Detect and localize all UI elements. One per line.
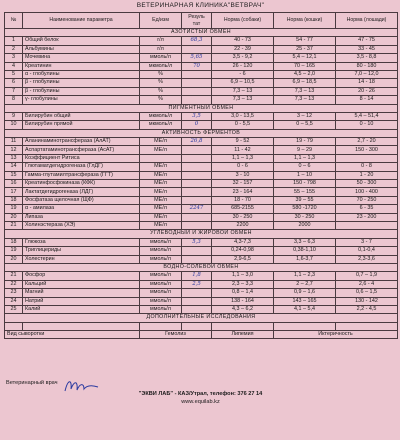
norm-dogs: 30 - 250 (212, 213, 274, 221)
norm-horses: 2,3-3,6 (336, 255, 398, 263)
norm-cats: 55 – 155 (274, 188, 336, 196)
doctor-label: Ветеринарный врач (6, 380, 58, 386)
norm-horses: 0 - 8 (336, 163, 398, 171)
table-row (5, 138, 398, 146)
result-value (182, 79, 212, 87)
parameter-name: α - глобулины (23, 70, 140, 78)
row-number: 2 (5, 45, 23, 53)
hemolysis-label: Гемолиз (140, 331, 212, 339)
norm-horses (336, 221, 398, 229)
result-value (182, 213, 212, 221)
norm-horses: 23 - 200 (336, 213, 398, 221)
unit-cell: % (140, 70, 182, 78)
unit-cell: ммоль/л (140, 238, 182, 246)
table-row (5, 112, 398, 120)
norm-horses: 2,2 - 4,5 (336, 305, 398, 313)
parameter-name: Мочевина (23, 54, 140, 62)
table-row (5, 146, 398, 154)
norm-dogs: 23 - 164 (212, 188, 274, 196)
parameter-name: Холестерин (23, 255, 140, 263)
result-value (182, 171, 212, 179)
section-title: АЗОТИСТЫЙ ОБМЕН (5, 29, 398, 37)
lab-report-sheet (4, 2, 397, 438)
unit-cell: % (140, 79, 182, 87)
result-value (182, 45, 212, 53)
norm-dogs: 4,3 – 6,2 (212, 305, 274, 313)
row-number: 16 (5, 180, 23, 188)
norm-horses: 7,0 – 12,0 (336, 70, 398, 78)
row-number: 6 (5, 79, 23, 87)
norm-dogs: 18 - 70 (212, 196, 274, 204)
table-row (5, 221, 398, 229)
unit-cell: ммоль/л (140, 305, 182, 313)
result-value: 0 (182, 121, 212, 129)
row-number: 21 (5, 221, 23, 229)
row-number: 1 (5, 37, 23, 45)
table-row (5, 255, 398, 263)
table-header-row (5, 13, 398, 29)
norm-horses: 1 - 20 (336, 171, 398, 179)
row-number (5, 322, 23, 330)
col-parameter: Наименование параметра (23, 13, 140, 29)
table-row (5, 322, 398, 330)
table-row (5, 121, 398, 129)
section-title: ВОДНО-СОЛЕВОЙ ОБМЕН (5, 263, 398, 271)
result-value (182, 70, 212, 78)
norm-cats: 2000 (274, 221, 336, 229)
result-value (182, 146, 212, 154)
norm-horses: 0,7 – 1,9 (336, 272, 398, 280)
serum-label: Вид сыворотки (5, 331, 140, 339)
norm-cats: 1,6-3,7 (274, 255, 336, 263)
unit-cell (140, 322, 182, 330)
table-row (5, 180, 398, 188)
col-number: № (5, 13, 23, 29)
result-value (182, 247, 212, 255)
parameter-name: Глютаматдегидрогеназа (ГлДГ) (23, 163, 140, 171)
icterus-label: Иктеричность (274, 331, 398, 339)
unit-cell: мкмоль/л (140, 121, 182, 129)
unit-cell: МЕ/л (140, 221, 182, 229)
row-number: 20 (5, 213, 23, 221)
unit-cell: ммоль/л (140, 289, 182, 297)
table-row (5, 37, 398, 45)
table-row (5, 188, 398, 196)
parameter-name (23, 322, 140, 330)
norm-dogs: 4,3-7,3 (212, 238, 274, 246)
table-row (5, 196, 398, 204)
unit-cell: г/л (140, 37, 182, 45)
row-number: 21 (5, 272, 23, 280)
norm-dogs: 0,24-0,98 (212, 247, 274, 255)
result-value: 1,8 (182, 272, 212, 280)
row-number: 24 (5, 297, 23, 305)
parameter-name: β - глобулины (23, 79, 140, 87)
norm-horses: 2,7 - 20 (336, 138, 398, 146)
result-value: 2,5 (182, 280, 212, 288)
table-row (5, 205, 398, 213)
parameter-name: α - амилаза (23, 205, 140, 213)
parameter-name: β - глобулины (23, 87, 140, 95)
row-number: 11 (5, 138, 23, 146)
section-header-row (5, 263, 398, 271)
norm-horses: 130 - 142 (336, 297, 398, 305)
row-number: 5 (5, 70, 23, 78)
unit-cell: МЕ/л (140, 213, 182, 221)
lab-website: www.equilab.kz (181, 399, 220, 405)
norm-horses: 0,1-0,4 (336, 247, 398, 255)
parameter-name: Лактатдегидрогеназа (ЛДГ) (23, 188, 140, 196)
norm-cats: 25 - 37 (274, 45, 336, 53)
parameter-name: Билирубин общий (23, 112, 140, 120)
table-row (5, 238, 398, 246)
col-unit: Ед/изм (140, 13, 182, 29)
section-header-row (5, 129, 398, 137)
table-row (5, 272, 398, 280)
serum-row (5, 331, 398, 339)
norm-horses: 3 - 7 (336, 238, 398, 246)
norm-dogs: 32 - 157 (212, 180, 274, 188)
lipemia-label: Липемия (212, 331, 274, 339)
row-number: 7 (5, 87, 23, 95)
parameter-name: Креатинфосфокиназа (КФК) (23, 180, 140, 188)
parameter-name: Натрий (23, 297, 140, 305)
norm-dogs: 1,1 – 1,3 (212, 154, 274, 162)
norm-horses: 20 - 26 (336, 87, 398, 95)
parameter-name: Калий (23, 305, 140, 313)
norm-dogs: 3 - 10 (212, 171, 274, 179)
result-value: 2247 (182, 205, 212, 213)
section-header-row (5, 230, 398, 238)
table-row (5, 45, 398, 53)
norm-dogs: 685-2155 (212, 205, 274, 213)
unit-cell (140, 154, 182, 162)
norm-dogs (212, 322, 274, 330)
result-value: 5,65 (182, 54, 212, 62)
unit-cell: ммоль/л (140, 297, 182, 305)
table-row (5, 96, 398, 104)
row-number: 20 (5, 255, 23, 263)
norm-cats: 39 – 55 (274, 196, 336, 204)
norm-dogs: 0 - 6 (212, 163, 274, 171)
norm-horses: 47 - 75 (336, 37, 398, 45)
section-header-row (5, 314, 398, 322)
norm-dogs: 11 - 42 (212, 146, 274, 154)
norm-cats: 0,9 – 1,6 (274, 289, 336, 297)
row-number: 17 (5, 188, 23, 196)
norm-cats: 0 – 6 (274, 163, 336, 171)
parameter-name: Глюкоза (23, 238, 140, 246)
norm-horses (336, 154, 398, 162)
parameter-name: Фосфатаза щелочная (ЩФ) (23, 196, 140, 204)
row-number: 3 (5, 54, 23, 62)
row-number: 14 (5, 163, 23, 171)
section-title: ПИГМЕНТНЫЙ ОБМЕН (5, 104, 398, 112)
norm-cats: 5,4 – 12,1 (274, 54, 336, 62)
result-value (182, 154, 212, 162)
table-row (5, 163, 398, 171)
unit-cell: МЕ/л (140, 196, 182, 204)
result-value (182, 305, 212, 313)
unit-cell: % (140, 87, 182, 95)
parameter-name: Холинэстераза (ХЭ) (23, 221, 140, 229)
norm-dogs: 0,8 – 1,4 (212, 289, 274, 297)
norm-dogs: 7,3 – 13 (212, 96, 274, 104)
row-number: 19 (5, 205, 23, 213)
norm-cats: 143 – 165 (274, 297, 336, 305)
norm-horses: 2,6 - 4 (336, 280, 398, 288)
section-title: АКТИВНОСТЬ ФЕРМЕНТОВ (5, 129, 398, 137)
result-value: 3,5 (182, 112, 212, 120)
table-row (5, 297, 398, 305)
section-header-row (5, 104, 398, 112)
result-value (182, 188, 212, 196)
row-number: 25 (5, 305, 23, 313)
unit-cell: ммоль/л (140, 272, 182, 280)
norm-cats: 1 – 10 (274, 171, 336, 179)
row-number: 10 (5, 121, 23, 129)
norm-cats: 3 – 12 (274, 112, 336, 120)
parameter-name: Триглицериды (23, 247, 140, 255)
norm-cats: 19 - 79 (274, 138, 336, 146)
table-row (5, 154, 398, 162)
parameter-name: Кальций (23, 280, 140, 288)
norm-horses: 150 - 300 (336, 146, 398, 154)
clinic-title: ВЕТЕРИНАРНАЯ КЛИНИКА"ВЕТВРАЧ" (136, 2, 265, 9)
norm-cats: 4,5 – 2,0 (274, 70, 336, 78)
table-row (5, 305, 398, 313)
result-value: 68,3 (182, 37, 212, 45)
parameter-name: Фосфор (23, 272, 140, 280)
row-number: 8 (5, 96, 23, 104)
table-row (5, 280, 398, 288)
norm-cats: 4,1 – 5,4 (274, 305, 336, 313)
result-value (182, 289, 212, 297)
norm-horses: 0 - 10 (336, 121, 398, 129)
row-number: 4 (5, 62, 23, 70)
unit-cell: МЕ/л (140, 146, 182, 154)
norm-cats: 0 – 5,5 (274, 121, 336, 129)
unit-cell: МЕ/л (140, 163, 182, 171)
parameter-name: γ- глобулины (23, 96, 140, 104)
norm-cats: 7,3 – 13 (274, 96, 336, 104)
unit-cell: МЕ/л (140, 180, 182, 188)
result-value (182, 297, 212, 305)
norm-dogs: 22 - 39 (212, 45, 274, 53)
row-number: 19 (5, 247, 23, 255)
norm-dogs: 6,9 – 10,5 (212, 79, 274, 87)
row-number: 9 (5, 112, 23, 120)
table-row (5, 54, 398, 62)
row-number: 12 (5, 146, 23, 154)
table-row (5, 79, 398, 87)
col-result: Резуль тат (182, 13, 212, 29)
results-table (4, 12, 398, 339)
norm-horses: 6 - 35 (336, 205, 398, 213)
table-body (5, 29, 398, 331)
parameter-name: Гамма-глутамилтрансфераза (ГГТ) (23, 171, 140, 179)
table-row (5, 171, 398, 179)
unit-cell: мкмоль/л (140, 112, 182, 120)
norm-dogs: 3,0 - 13,5 (212, 112, 274, 120)
parameter-name: Аланинаминотрансфераза (АлАТ) (23, 138, 140, 146)
norm-dogs: 138 - 164 (212, 297, 274, 305)
norm-cats: 7,3 – 13 (274, 87, 336, 95)
result-value (182, 221, 212, 229)
norm-dogs: 2,3 – 3,3 (212, 280, 274, 288)
result-value: 70 (182, 62, 212, 70)
norm-dogs: 1,1 – 3,0 (212, 272, 274, 280)
norm-cats: 6,9 – 18,5 (274, 79, 336, 87)
parameter-name: Билирубин прямой (23, 121, 140, 129)
result-value: 26,8 (182, 138, 212, 146)
norm-horses: 50 - 300 (336, 180, 398, 188)
table-row (5, 62, 398, 70)
table-row (5, 289, 398, 297)
norm-horses: 8 - 14 (336, 96, 398, 104)
unit-cell: % (140, 96, 182, 104)
result-value (182, 96, 212, 104)
norm-dogs: - 6 (212, 70, 274, 78)
row-number: 23 (5, 289, 23, 297)
unit-cell: МЕ/л (140, 205, 182, 213)
norm-dogs: 7,3 – 13 (212, 87, 274, 95)
table-row (5, 213, 398, 221)
section-title: ДОПОЛНИТЕЛЬНЫЕ ИССЛЕДОВАНИЯ (5, 314, 398, 322)
row-number: 15 (5, 171, 23, 179)
parameter-name: Коэффициент Ритиса (23, 154, 140, 162)
norm-horses: 3,5 - 8,8 (336, 54, 398, 62)
unit-cell: ммоль/л (140, 247, 182, 255)
unit-cell: г/л (140, 45, 182, 53)
norm-dogs: 40 - 73 (212, 37, 274, 45)
norm-dogs: 2,9-6,5 (212, 255, 274, 263)
unit-cell: ммоль/л (140, 280, 182, 288)
lab-contact-line: "ЭКВИ ЛАБ" - КАЗ/Утрал, телефон: 376 27 14 (138, 391, 263, 397)
section-header-row (5, 29, 398, 37)
row-number: 18 (5, 196, 23, 204)
table-row (5, 70, 398, 78)
unit-cell: ммоль/л (140, 255, 182, 263)
norm-dogs: 0 - 5,5 (212, 121, 274, 129)
unit-cell: МЕ/л (140, 138, 182, 146)
norm-cats: 1,1 – 1,3 (274, 154, 336, 162)
result-value (182, 163, 212, 171)
norm-horses: 5,4 – 51,4 (336, 112, 398, 120)
section-title: УГЛЕВОДНЫЙ И ЖИРОВОЙ ОБМЕН (5, 230, 398, 238)
norm-cats (274, 322, 336, 330)
row-number: 18 (5, 238, 23, 246)
unit-cell: ммоль/л (140, 54, 182, 62)
norm-horses: 33 - 45 (336, 45, 398, 53)
table-row (5, 87, 398, 95)
parameter-name: Общий белок (23, 37, 140, 45)
col-norm-dogs: Норма (собаки) (212, 13, 274, 29)
norm-cats: 150 - 798 (274, 180, 336, 188)
parameter-name: Альбумины (23, 45, 140, 53)
norm-cats: 0,38-1,10 (274, 247, 336, 255)
parameter-name: Аспартатаминотрансфераза (АсАТ) (23, 146, 140, 154)
result-value (182, 255, 212, 263)
parameter-name: Липаза (23, 213, 140, 221)
norm-cats: 3,3 – 6,3 (274, 238, 336, 246)
norm-horses: 70 - 250 (336, 196, 398, 204)
norm-cats: 1,1 – 2,3 (274, 272, 336, 280)
norm-dogs: 26 - 120 (212, 62, 274, 70)
norm-horses: 14 - 18 (336, 79, 398, 87)
result-value (182, 196, 212, 204)
norm-dogs: 2200 (212, 221, 274, 229)
row-number: 22 (5, 280, 23, 288)
norm-dogs: 9 - 52 (212, 138, 274, 146)
parameter-name: Магний (23, 289, 140, 297)
norm-horses (336, 322, 398, 330)
norm-cats: 9 – 29 (274, 146, 336, 154)
table-row (5, 247, 398, 255)
unit-cell: МЕ/л (140, 171, 182, 179)
result-value: 5,3 (182, 238, 212, 246)
norm-horses: 80 - 180 (336, 62, 398, 70)
norm-cats: 70 – 165 (274, 62, 336, 70)
row-number: 13 (5, 154, 23, 162)
col-norm-horses: Норма (лошади) (336, 13, 398, 29)
result-value (182, 180, 212, 188)
norm-horses: 100 - 400 (336, 188, 398, 196)
unit-cell: МЕ/л (140, 188, 182, 196)
result-value (182, 87, 212, 95)
norm-dogs: 3,5 - 9,2 (212, 54, 274, 62)
col-norm-cats: Норма (кошки) (274, 13, 336, 29)
parameter-name: Креатинин (23, 62, 140, 70)
norm-cats: 54 - 77 (274, 37, 336, 45)
norm-cats: 30 - 250 (274, 213, 336, 221)
result-value (182, 322, 212, 330)
norm-cats: 2 – 2,7 (274, 280, 336, 288)
norm-horses: 0,6 – 1,5 (336, 289, 398, 297)
unit-cell: мкмоль/л (140, 62, 182, 70)
norm-cats: 580 -1720 (274, 205, 336, 213)
